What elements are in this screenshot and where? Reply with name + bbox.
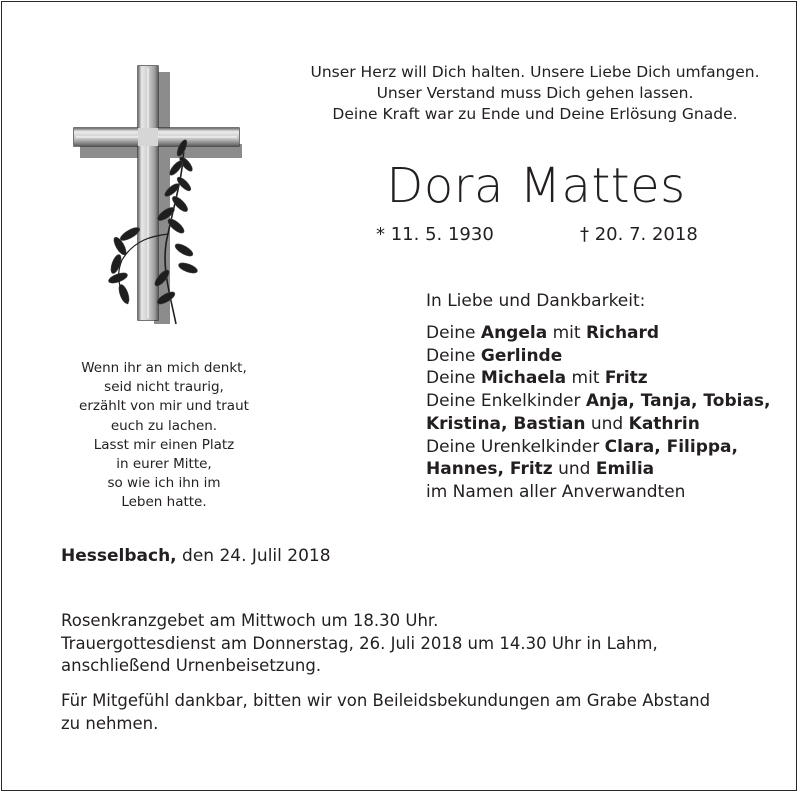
poem-line: erzählt von mir und traut [79, 398, 249, 415]
verse-line: Unser Verstand muss Dich gehen lassen. [376, 84, 694, 102]
mourner-name: Emilia [595, 459, 655, 480]
mourner-text: mit [566, 368, 605, 389]
memorial-poem [60, 359, 268, 513]
place-name: Hesselbach, [61, 546, 177, 566]
deceased-name: Dora Mattes [386, 158, 686, 214]
mourner-text: und [552, 459, 596, 480]
mourner-text: Deine [426, 323, 481, 343]
service-line: Trauergottesdienst am Donnerstag, 26. Juli 2018 um 14.30 Uhr in Lahm, [61, 633, 658, 653]
mourner-name: Angela [480, 323, 548, 343]
poem-line: euch zu lachen. [110, 417, 218, 434]
mourner-line [426, 390, 771, 413]
mourner-text: Deine [426, 368, 481, 389]
service-details [61, 610, 658, 678]
mourner-line [426, 345, 771, 368]
poem-line: so wie ich ihn im [107, 475, 221, 492]
mourner-line [426, 367, 771, 390]
mourner-line [426, 322, 771, 345]
mourner-line [426, 458, 771, 481]
date-text: den 24. Julil 2018 [176, 546, 331, 566]
poem-line: Leben hatte. [121, 494, 207, 511]
cross-with-branch-icon [72, 64, 248, 330]
cross-shadow [80, 72, 242, 324]
service-line: Rosenkranzgebet am Mittwoch um 18.30 Uhr. [61, 611, 439, 630]
verse-line: Unser Herz will Dich halten. Unsere Liebe Dich umfangen. [310, 63, 760, 81]
mourner-name: Hannes, Fritz [426, 459, 553, 480]
verse-line: Deine Kraft war zu Ende und Deine Erlösung Gnade. [332, 105, 738, 123]
mourner-name: Kristina, Bastian [426, 413, 586, 434]
mourner-text: und [585, 413, 629, 434]
mourner-name: Michaela [480, 368, 567, 389]
poem-line: seid nicht traurig, [104, 379, 224, 396]
service-line: anschließend Urnenbeisetzung. [61, 656, 322, 675]
mourner-line [426, 413, 771, 436]
mourner-name: Kathrin [628, 413, 700, 434]
death-date: † 20. 7. 2018 [580, 224, 698, 245]
mourner-text: Deine Urenkelkinder [426, 436, 605, 457]
mourner-name: Gerlinde [480, 345, 563, 366]
mourners-intro: In Liebe und Dankbarkeit: [426, 291, 646, 311]
mourner-name: Richard [585, 323, 660, 343]
closing-note [61, 690, 710, 735]
mourner-text: Deine [426, 345, 481, 366]
poem-line: Wenn ihr an mich denkt, [81, 360, 247, 376]
place-and-date [61, 544, 331, 568]
mourner-name: Clara, Filippa, [604, 436, 738, 457]
mourner-line: im Namen aller Anverwandten [426, 481, 686, 502]
mourners-list [426, 322, 771, 504]
poem-line: in eurer Mitte, [116, 456, 212, 473]
mourner-line [426, 436, 771, 459]
mourner-text: Deine Enkelkinder [426, 391, 586, 412]
poem-line: Lasst mir einen Platz [93, 436, 235, 453]
closing-line: zu nehmen. [61, 713, 159, 733]
mourner-name: Fritz [604, 368, 648, 389]
birth-date: * 11. 5. 1930 [376, 224, 494, 245]
mourner-name: Anja, Tanja, Tobias, [585, 391, 771, 412]
opening-verse [300, 62, 770, 125]
mourner-text: mit [547, 323, 586, 343]
closing-line: Für Mitgefühl dankbar, bitten wir von Beileidsbekundungen am Grabe Abstand [61, 691, 711, 710]
